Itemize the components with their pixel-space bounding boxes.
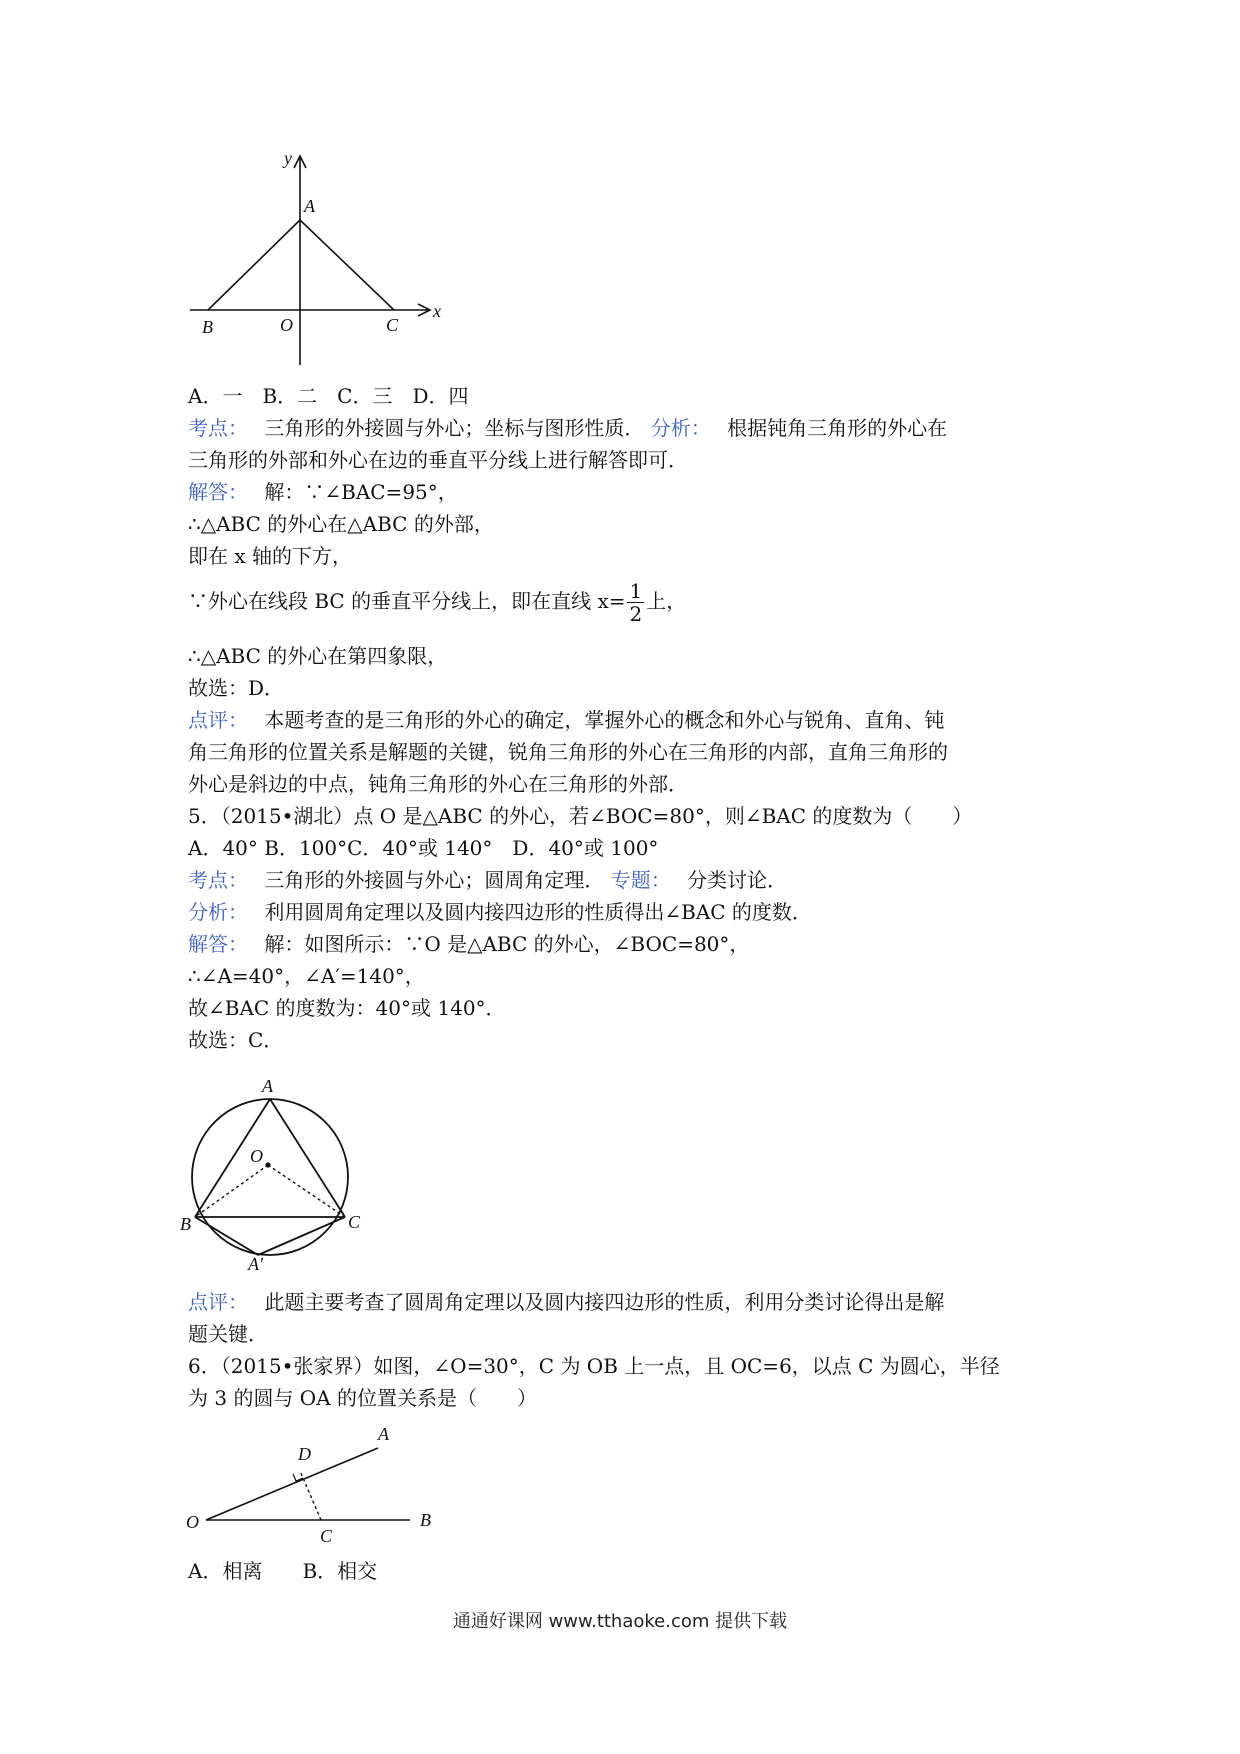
q4-fenxi-cont: 三角形的外部和外心在边的垂直平分线上进行解答即可． [188,448,688,472]
kaodian-label: 考点： [188,416,238,440]
fraction-one-half [627,580,644,625]
jieda-step-4a: ∵外心在线段 BC 的垂直平分线上，即在直线 x= [188,589,626,613]
q5-kaodian-line [188,864,1068,896]
figure-circumcircle [180,1070,370,1270]
kaodian-text: 三角形的外接圆与外心；坐标与图形性质． [264,416,645,440]
q4-jieda-3: 即在 x 轴的下方， [188,544,352,568]
q6-question-2: 为 3 的圆与 OA 的位置关系是（ ） [188,1386,537,1410]
q5-question: 5．（2015•湖北）点 O 是△ABC 的外心，若∠BOC=80°，则∠BAC 的度数为（ ） [188,804,973,828]
kaodian-text: 三角形的外接圆与外心；圆周角定理． [264,868,605,892]
label-A: A [262,1076,273,1096]
label-C: C [320,1526,333,1546]
label-C: C [386,315,399,335]
q4-kaodian-line [188,412,1068,444]
label-A-prime: A′ [248,1254,263,1270]
kaodian-label: 考点： [188,868,238,892]
jieda-label: 解答： [188,932,238,956]
label-B: B [202,317,213,337]
q5-jieda-4: 故选：C． [188,1028,284,1052]
label-O: O [186,1512,199,1532]
label-O: O [250,1146,263,1166]
jieda-step-4b: 上， [646,589,687,613]
q5-jieda-3: 故∠BAC 的度数为：40°或 140°． [188,996,506,1020]
q4-jieda-2: ∴△ABC 的外心在△ABC 的外部， [188,512,494,536]
fenxi-text: 根据钝角三角形的外心在 [727,416,948,440]
jieda-step-1: 解：∵∠BAC=95°， [264,480,458,504]
dianping-label: 点评： [188,708,238,732]
q4-jieda-4 [188,578,1068,625]
label-B: B [180,1214,191,1234]
label-A: A [378,1424,389,1444]
zhuanti-text: 分类讨论． [687,868,788,892]
q6-options: A．相离 B．相交 [188,1559,378,1583]
q4-jieda-line [188,476,1068,508]
dianping-text-1: 此题主要考查了圆周角定理以及圆内接四边形的性质，利用分类讨论得出是解 [264,1290,945,1314]
q4-options: A．一 B．二 C．三 D．四 [188,384,469,408]
zhuanti-label: 专题： [610,868,661,892]
figure-triangle-axes [180,150,450,370]
dianping-label: 点评： [188,1290,238,1314]
fenxi-label: 分析： [188,900,238,924]
q4-jieda-6: 故选：D． [188,676,285,700]
q4-dianping-line [188,704,1068,736]
q4-dianping-3: 外心是斜边的中点，钝角三角形的外心在三角形的外部． [188,772,688,796]
dianping-text-1: 本题考查的是三角形的外心的确定，掌握外心的概念和外心与锐角、直角、钝 [264,708,945,732]
fraction-denominator: 2 [629,602,643,626]
label-D: D [298,1444,311,1464]
q4-dianping-2: 角三角形的位置关系是解题的关键，锐角三角形的外心在三角形的内部，直角三角形的 [188,740,948,764]
label-C: C [348,1212,361,1232]
page-footer: 通通好课网 www.tthaoke.com 提供下载 [452,1611,788,1632]
label-x: x [433,301,441,321]
label-B: B [420,1510,431,1530]
q6-question-1: 6．（2015•张家界）如图，∠O=30°，C 为 OB 上一点，且 OC=6，以点 C 为圆心，半径 [188,1354,1000,1378]
figure-angle-perpendicular [180,1418,450,1548]
q5-jieda-2: ∴∠A=40°，∠A′=140°， [188,964,425,988]
q5-dianping-2: 题关键． [188,1322,268,1346]
label-y: y [284,150,292,168]
q4-jieda-5: ∴△ABC 的外心在第四象限， [188,644,448,668]
jieda-label: 解答： [188,480,238,504]
fenxi-label: 分析： [650,416,701,440]
fraction-numerator: 1 [629,579,643,603]
fenxi-text: 利用圆周角定理以及圆内接四边形的性质得出∠BAC 的度数． [264,900,812,924]
q5-options: A．40° B．100°C．40°或 140° D．40°或 100° [188,836,659,860]
q5-dianping-line [188,1286,1068,1318]
label-O: O [280,315,293,335]
q5-fenxi-line [188,896,1068,928]
q5-jieda-line [188,928,1068,960]
jieda-step-1: 解：如图所示：∵O 是△ABC 的外心，∠BOC=80°， [264,932,750,956]
label-A: A [304,196,315,216]
